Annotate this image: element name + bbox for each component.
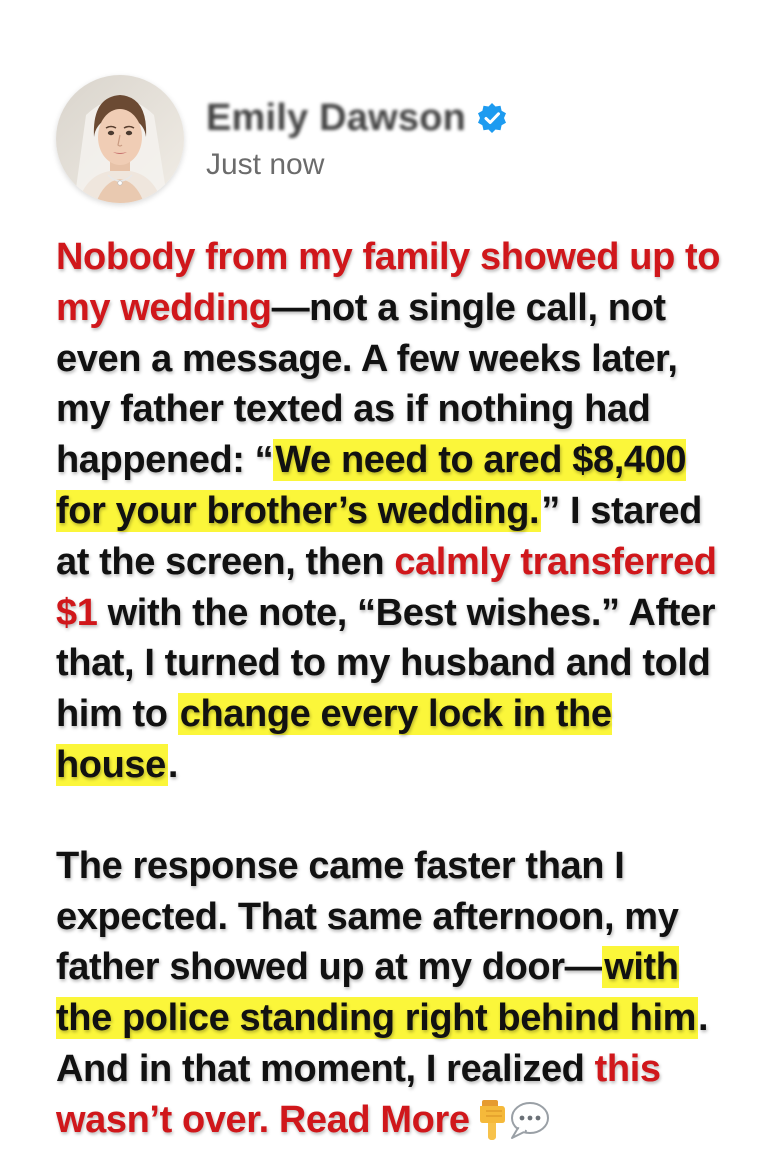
post-body (56, 232, 736, 1146)
post-paragraph-1 (56, 232, 736, 791)
author-name[interactable]: Emily Dawson (206, 96, 467, 139)
post-paragraph-2 (56, 841, 736, 1146)
pointing-down-icon (474, 1100, 508, 1140)
post-header (56, 74, 508, 204)
read-more-link[interactable]: this wasn’t over. Read More (56, 1047, 661, 1141)
body-text: . And in that moment, I realized (56, 997, 709, 1090)
body-text: . (167, 743, 179, 786)
author-name-row (206, 97, 508, 140)
red-text: Nobody from my family showed up to my wedding (56, 236, 721, 329)
body-text: The response came faster than I expected. That same afternoon, my father showed up at my door— (56, 844, 679, 989)
avatar[interactable] (56, 75, 184, 203)
verified-badge-icon (476, 102, 508, 134)
speech-bubble-icon (508, 1100, 550, 1140)
bride-portrait-icon (56, 75, 184, 203)
post-timestamp[interactable]: Just now (206, 147, 325, 181)
body-text: —not a single call, not even a message. A few weeks later, my father texted as if nothing had happened: “ (56, 286, 678, 482)
highlighted-text: change every lock in the house (56, 693, 612, 786)
body-text: with the note, “Best wishes.” After that, I turned to my husband and told him to (56, 591, 716, 736)
highlighted-text: with the police standing right behind him (56, 946, 697, 1040)
red-text: calmly transferred $1 (56, 540, 717, 634)
author-meta (206, 97, 508, 182)
highlighted-text: We need to ared $8,400 for your brother’s wedding. (56, 439, 687, 532)
body-text: ” I stared at the screen, then (56, 489, 702, 583)
